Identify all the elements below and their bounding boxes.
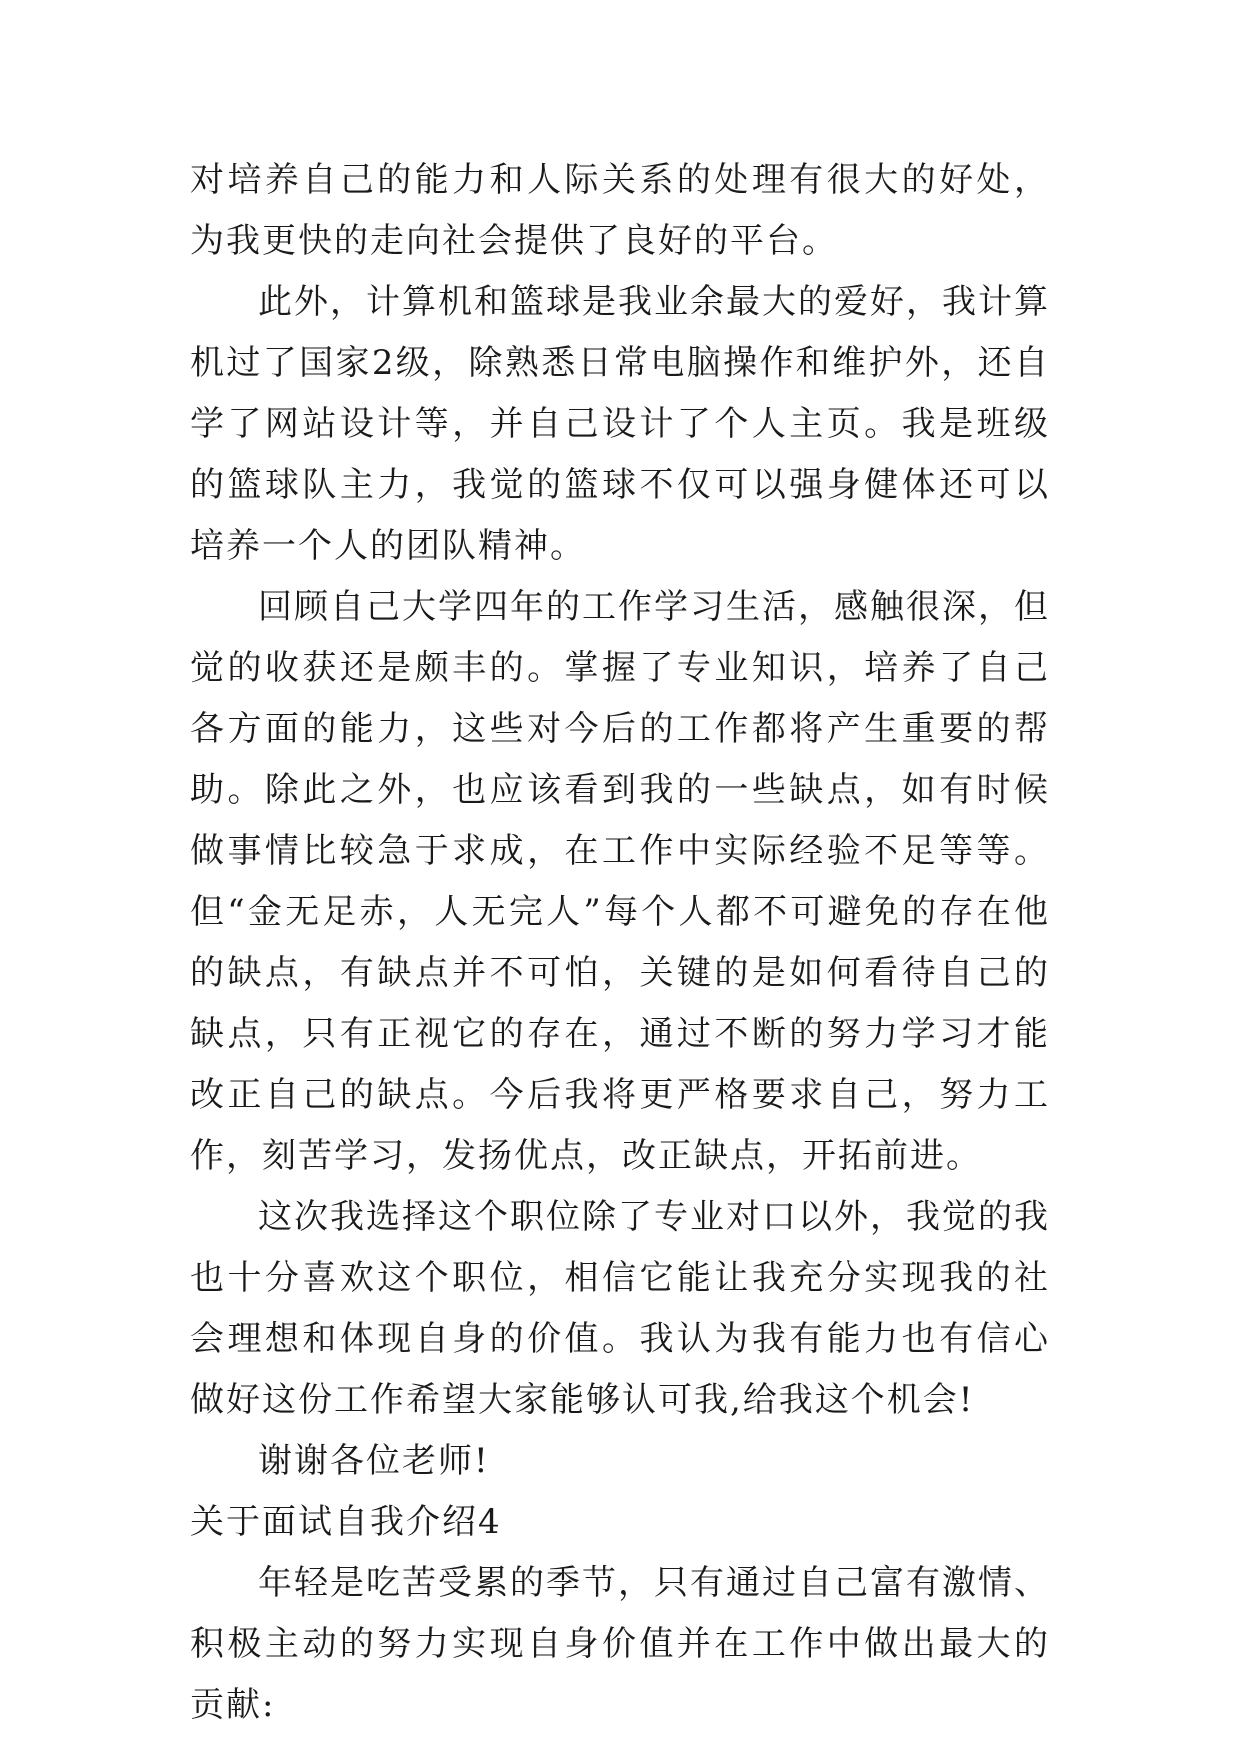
- document-body: [190, 150, 1050, 1736]
- paragraph-job-choice: 这次我选择这个职位除了专业对口以外，我觉的我也十分喜欢这个职位，相信它能让我充分实现我的社会理想和体现自身的价值。我认为我有能力也有信心做好这份工作希望大家能够认可我,给我这个机会!: [190, 1197, 1050, 1420]
- section-heading: 关于面试自我介绍4: [190, 1502, 502, 1542]
- paragraph-continuation: 对培养自己的能力和人际关系的处理有很大的好处，为我更快的走向社会提供了良好的平台。: [190, 160, 1050, 261]
- paragraph-hobbies: 此外，计算机和篮球是我业余最大的爱好，我计算机过了国家2级，除熟悉日常电脑操作和维护外，还自学了网站设计等，并自己设计了个人主页。我是班级的篮球队主力，我觉的篮球不仅可以强身健体还可以培养一个人的团队精神。: [190, 282, 1050, 566]
- paragraph-thanks: 谢谢各位老师!: [258, 1441, 490, 1481]
- paragraph-reflection: 回顾自己大学四年的工作学习生活，感触很深，但觉的收获还是颇丰的。掌握了专业知识，培养了自己各方面的能力，这些对今后的工作都将产生重要的帮助。除此之外，也应该看到我的一些缺点，如有时候做事情比较急于求成，在工作中实际经验不足等等。但“金无足赤，人无完人”每个人都不可避免的存在他的缺点，有缺点并不可怕，关键的是如何看待自己的缺点，只有正视它的存在，通过不断的努力学习才能改正自己的缺点。今后我将更严格要求自己，努力工作，刻苦学习，发扬优点，改正缺点，开拓前进。: [190, 587, 1050, 1176]
- paragraph-youth: 年轻是吃苦受累的季节，只有通过自己富有激情、积极主动的努力实现自身价值并在工作中做出最大的贡献:: [190, 1563, 1050, 1725]
